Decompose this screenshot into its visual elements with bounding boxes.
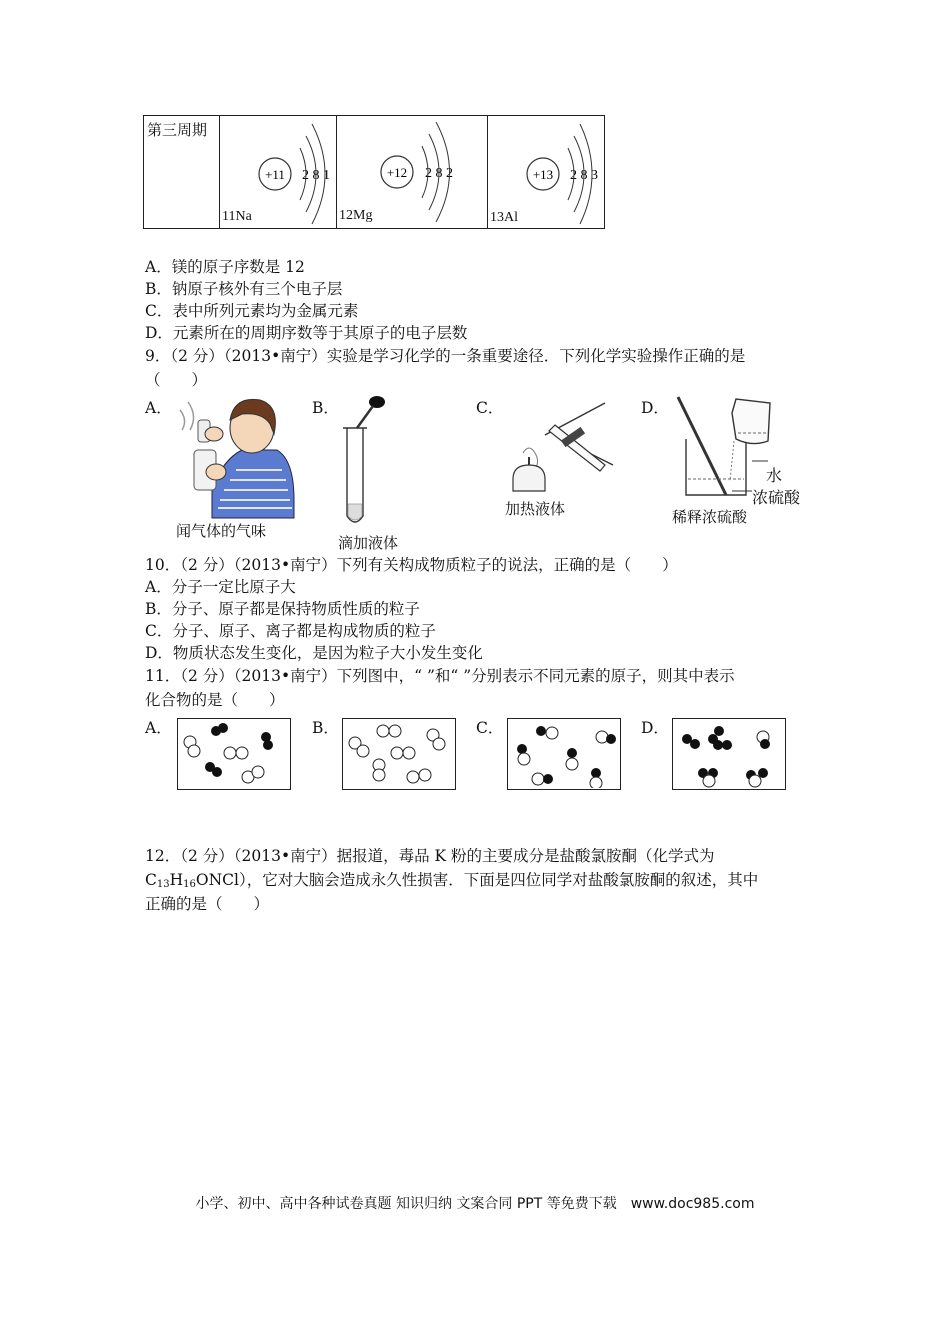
- q9-caption-b: 滴加液体: [338, 534, 399, 552]
- period-table: [143, 115, 605, 229]
- q12-line2: [145, 869, 758, 891]
- element-label: 13Al: [490, 210, 518, 225]
- q9-label-water: 水: [766, 466, 783, 485]
- q11-letter-a: A．: [145, 719, 172, 737]
- element-label: 11Na: [222, 209, 252, 224]
- drop-liquid-illustration: [335, 392, 395, 532]
- formula-rest: ONCl），它对大脑会造成永久性损害．下面是四位同学对盐酸氯胺酮的叙述，其中: [195, 871, 759, 889]
- molecule-box-a: [177, 718, 291, 790]
- q11-stem-line1: 11．（2 分）（2013•南宁）下列图中，“ ”和“ ”分别表示不同元素的原子，则其中表示: [145, 667, 735, 685]
- page-footer: 小学、初中、高中各种试卷真题 知识归纳 文案合同 PPT 等免费下载 www.doc985.com: [195, 1196, 755, 1212]
- molecule-box-c: [507, 718, 621, 790]
- svg-text:2 8 1: 2 8 1: [302, 168, 330, 183]
- svg-text:+11: +11: [265, 167, 285, 182]
- q8-option-b: B．钠原子核外有三个电子层: [145, 280, 343, 298]
- q8-option-d: D．元素所在的周期序数等于其原子的电子层数: [145, 324, 468, 342]
- q8-option-a: A．镁的原子序数是 12: [145, 258, 305, 276]
- q11-letter-c: C．: [476, 719, 504, 737]
- q12-line3: 正确的是（ ）: [145, 895, 270, 913]
- q11-letter-b: B．: [312, 719, 339, 737]
- element-cell-al: [487, 116, 605, 228]
- formula-c: C: [145, 871, 157, 889]
- period-row-label: 第三周期: [147, 121, 208, 139]
- q9-letter-c: C．: [476, 399, 504, 417]
- molecule-box-d: [672, 718, 786, 790]
- element-cell-na: [219, 116, 336, 228]
- q9-letter-d: D．: [641, 399, 669, 417]
- q10-stem: 10．（2 分）（2013•南宁）下列有关构成物质粒子的说法，正确的是（ ）: [145, 556, 678, 574]
- q9-stem: 9．（2 分）（2013•南宁）实验是学习化学的一条重要途径．下列化学实验操作正确的是: [145, 347, 746, 365]
- heat-liquid-illustration: [505, 395, 620, 495]
- q8-option-c: C．表中所列元素均为金属元素: [145, 302, 359, 320]
- q10-option-d: D．物质状态发生变化，是因为粒子大小发生变化: [145, 644, 483, 662]
- formula-h: H: [169, 871, 184, 889]
- svg-text:+13: +13: [532, 167, 554, 182]
- q9-label-acid: 浓硫酸: [752, 488, 801, 507]
- svg-text:2 8 3: 2 8 3: [570, 168, 598, 183]
- q9-paren: （ ）: [145, 371, 208, 389]
- element-cell-mg: [336, 116, 487, 228]
- svg-text:2 8 2: 2 8 2: [425, 166, 453, 181]
- q9-caption-a: 闻气体的气味: [176, 522, 267, 540]
- smell-gas-illustration: [172, 390, 302, 520]
- q9-letter-b: B．: [312, 399, 339, 417]
- q9-letter-a: A．: [145, 399, 172, 417]
- q11-letter-d: D．: [641, 719, 669, 737]
- formula-c-sub: 13: [156, 879, 170, 890]
- q10-option-b: B．分子、原子都是保持物质性质的粒子: [145, 600, 420, 618]
- element-label: 12Mg: [339, 208, 373, 223]
- q10-option-c: C．分子、原子、离子都是构成物质的粒子: [145, 622, 436, 640]
- svg-text:+12: +12: [386, 165, 408, 180]
- q9-caption-c: 加热液体: [505, 500, 566, 518]
- q11-stem-line2: 化合物的是（ ）: [145, 691, 285, 709]
- q12-line1: 12．（2 分）（2013•南宁）据报道，毒品 K 粉的主要成分是盐酸氯胺酮（化学式为: [145, 847, 715, 865]
- q10-option-a: A．分子一定比原子大: [145, 578, 296, 596]
- formula-h-sub: 16: [183, 879, 196, 890]
- molecule-box-b: [342, 718, 456, 790]
- q9-caption-d: 稀释浓硫酸: [672, 508, 748, 526]
